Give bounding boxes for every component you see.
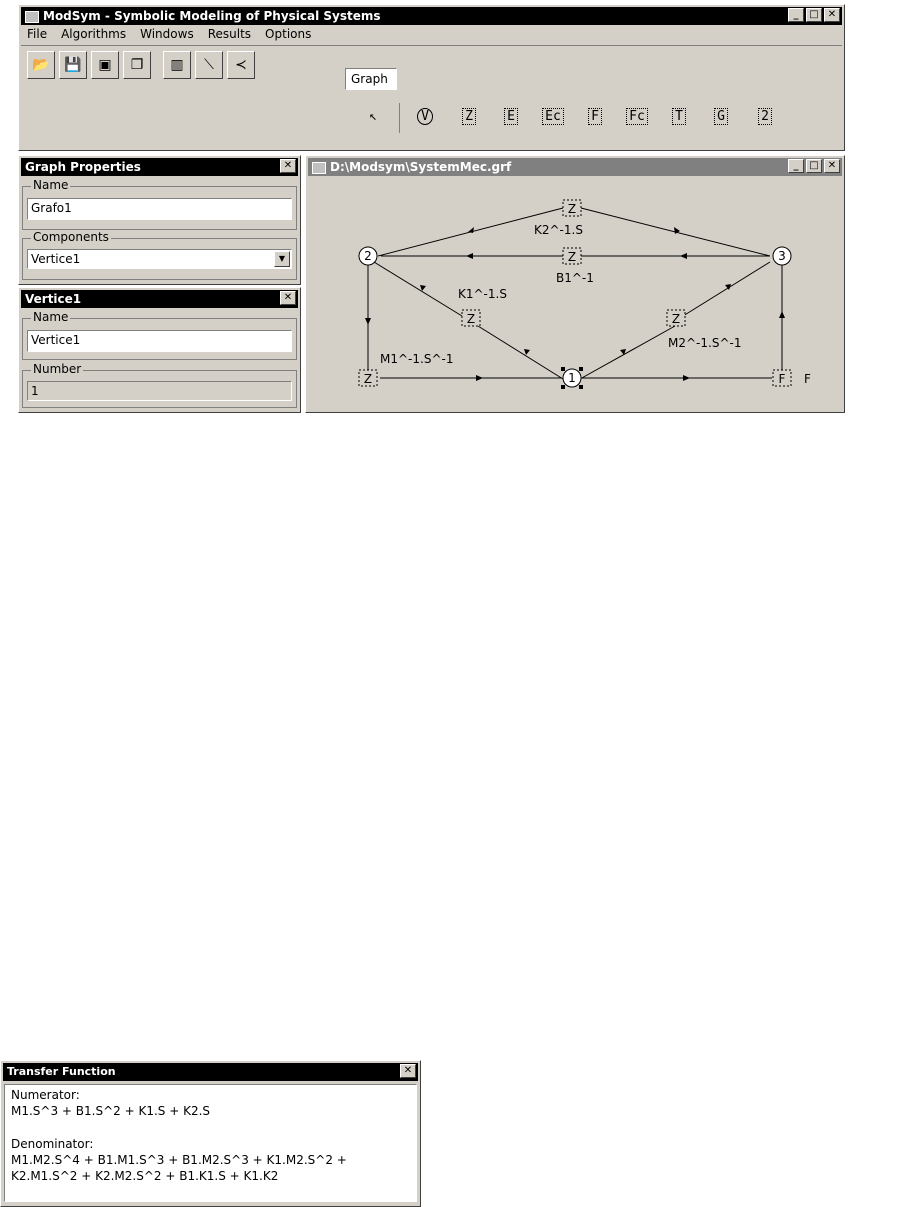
graph-name-field[interactable]: Grafo1 — [27, 198, 292, 220]
graph-window-titlebar[interactable] — [308, 158, 842, 176]
transfer-function-title: Transfer Function — [7, 1065, 116, 1078]
vertice-title: Vertice1 — [25, 292, 82, 306]
number-label: Number — [33, 362, 82, 376]
main-titlebar[interactable] — [21, 7, 842, 25]
arrow — [466, 253, 473, 259]
element-z-m2-label: Z — [671, 312, 681, 326]
element-z-m1-label: Z — [363, 372, 373, 386]
graph-window — [305, 155, 845, 413]
arrow — [420, 285, 426, 291]
maximize-button[interactable]: □ — [806, 8, 822, 22]
system-button[interactable] — [163, 51, 191, 79]
arrow — [779, 311, 785, 318]
vertice-titlebar[interactable] — [21, 290, 298, 308]
transfer-function-content — [4, 1084, 417, 1202]
save-button[interactable] — [59, 51, 87, 79]
menu-options[interactable]: Options — [265, 27, 312, 41]
open-button[interactable] — [27, 51, 55, 79]
arrow — [683, 375, 690, 381]
vertex-2-label: 2 — [364, 249, 372, 263]
element-z-m1[interactable] — [359, 370, 377, 386]
chip-icon: ▣ — [98, 57, 112, 73]
tree-branch-icon: ≺ — [235, 57, 247, 73]
components-select[interactable] — [27, 249, 292, 269]
label-m2: M2^-1.S^-1 — [668, 336, 742, 350]
effort-controlled-tool[interactable]: Ec — [539, 109, 567, 125]
label-f: F — [804, 372, 811, 386]
denominator-label: Denominator: — [11, 1137, 94, 1151]
transfer-function-titlebar[interactable] — [3, 1063, 418, 1081]
label-k1: K1^-1.S — [458, 287, 507, 301]
process-button[interactable] — [91, 51, 119, 79]
minimize-button[interactable]: _ — [788, 8, 804, 22]
name-label: Name — [33, 178, 69, 192]
graph-caption-buttons — [788, 159, 840, 173]
denominator-expression-line2: K2.M1.S^2 + K2.M2.S^2 + B1.K1.S + K1.K2 — [11, 1169, 279, 1183]
toolbar-divider — [21, 45, 842, 46]
vertex-1-label: 1 — [568, 371, 576, 385]
menu-windows[interactable]: Windows — [140, 27, 194, 41]
graph-properties-caption — [280, 159, 296, 173]
chevron-down-icon[interactable]: ▼ — [274, 251, 290, 267]
element-z-m2[interactable] — [667, 310, 685, 326]
graph-close-button[interactable]: ✕ — [824, 159, 840, 173]
vertex-3[interactable] — [773, 247, 791, 265]
graph-edge-icon: ⟍ — [204, 57, 214, 73]
graph-canvas[interactable] — [308, 178, 844, 410]
cascade-windows-icon: ❐ — [130, 57, 144, 73]
graph-button[interactable] — [195, 51, 223, 79]
element-z-b1-label: Z — [567, 250, 577, 264]
graph-maximize-button[interactable]: □ — [806, 159, 822, 173]
windows-button[interactable] — [123, 51, 151, 79]
impedance-tool[interactable]: Z — [457, 109, 481, 125]
graph-document-icon — [312, 162, 326, 174]
element-f[interactable] — [773, 370, 791, 386]
label-m1: M1^-1.S^-1 — [380, 352, 454, 366]
label-b1: B1^-1 — [556, 271, 594, 285]
graph-properties-panel — [18, 155, 301, 285]
label-k2: K2^-1.S — [534, 223, 583, 237]
menu-file[interactable]: File — [27, 27, 48, 41]
denominator-expression-line1: M1.M2.S^4 + B1.M1.S^3 + B1.M2.S^3 + K1.M2.S^2 + — [11, 1153, 347, 1167]
main-title: ModSym - Symbolic Modeling of Physical Systems — [43, 9, 381, 23]
arrow — [524, 349, 530, 355]
two-port-tool[interactable]: 2 — [753, 109, 777, 125]
gyrator-tool[interactable]: G — [709, 109, 733, 125]
caption-buttons — [788, 8, 840, 22]
vertice-name-label: Name — [33, 310, 69, 324]
vertex-3-label: 3 — [778, 249, 786, 263]
arrow — [680, 253, 687, 259]
element-z-k2[interactable] — [563, 200, 581, 216]
components-value: Vertice1 — [31, 252, 81, 266]
flow-controlled-tool[interactable]: Fc — [623, 109, 651, 125]
transformer-tool[interactable]: T — [667, 109, 691, 125]
transfer-function-close-button[interactable]: ✕ — [400, 1064, 416, 1078]
pointer-tool-icon[interactable]: ↖ — [369, 109, 377, 124]
app-icon — [25, 11, 39, 23]
menu-algorithms[interactable]: Algorithms — [61, 27, 127, 41]
mechanical-system-icon: ▥ — [170, 57, 184, 73]
components-label: Components — [33, 230, 109, 244]
tree-button[interactable] — [227, 51, 255, 79]
effort-tool[interactable]: E — [499, 109, 523, 125]
graph-minimize-button[interactable]: _ — [788, 159, 804, 173]
graph-properties-close-button[interactable]: ✕ — [280, 159, 296, 173]
graph-tab[interactable]: Graph — [345, 68, 397, 90]
vertex-2[interactable] — [359, 247, 377, 265]
vertice-panel — [18, 287, 301, 413]
transfer-function-caption — [400, 1064, 416, 1078]
arrow — [365, 318, 371, 325]
vertice-name-field[interactable]: Vertice1 — [27, 330, 292, 352]
flow-tool[interactable]: F — [583, 109, 607, 125]
transfer-function-window — [0, 1060, 421, 1207]
element-z-k1[interactable] — [462, 310, 480, 326]
close-button[interactable]: ✕ — [824, 8, 840, 22]
numerator-expression: M1.S^3 + B1.S^2 + K1.S + K2.S — [11, 1104, 211, 1118]
open-folder-icon: 📂 — [32, 57, 50, 73]
main-window — [18, 4, 845, 151]
element-z-k1-label: Z — [466, 312, 476, 326]
element-f-label: F — [778, 372, 786, 386]
menu-bar — [25, 27, 313, 41]
vertice-close-button[interactable]: ✕ — [280, 291, 296, 305]
element-z-k2-label: Z — [567, 202, 577, 216]
arrow — [468, 227, 474, 233]
menu-results[interactable]: Results — [207, 27, 252, 41]
vertex-tool[interactable]: V — [413, 109, 437, 125]
vertex-1[interactable] — [561, 367, 583, 389]
number-field: 1 — [27, 381, 292, 401]
graph-properties-titlebar[interactable] — [21, 158, 298, 176]
graph-properties-title: Graph Properties — [25, 160, 141, 174]
tool-separator — [399, 103, 400, 133]
arrow — [476, 375, 483, 381]
element-z-b1[interactable] — [563, 248, 581, 264]
numerator-label: Numerator: — [11, 1088, 80, 1102]
vertice-caption — [280, 291, 296, 305]
graph-window-title: D:\Modsym\SystemMec.grf — [330, 160, 512, 174]
save-disk-icon: 💾 — [64, 57, 82, 73]
